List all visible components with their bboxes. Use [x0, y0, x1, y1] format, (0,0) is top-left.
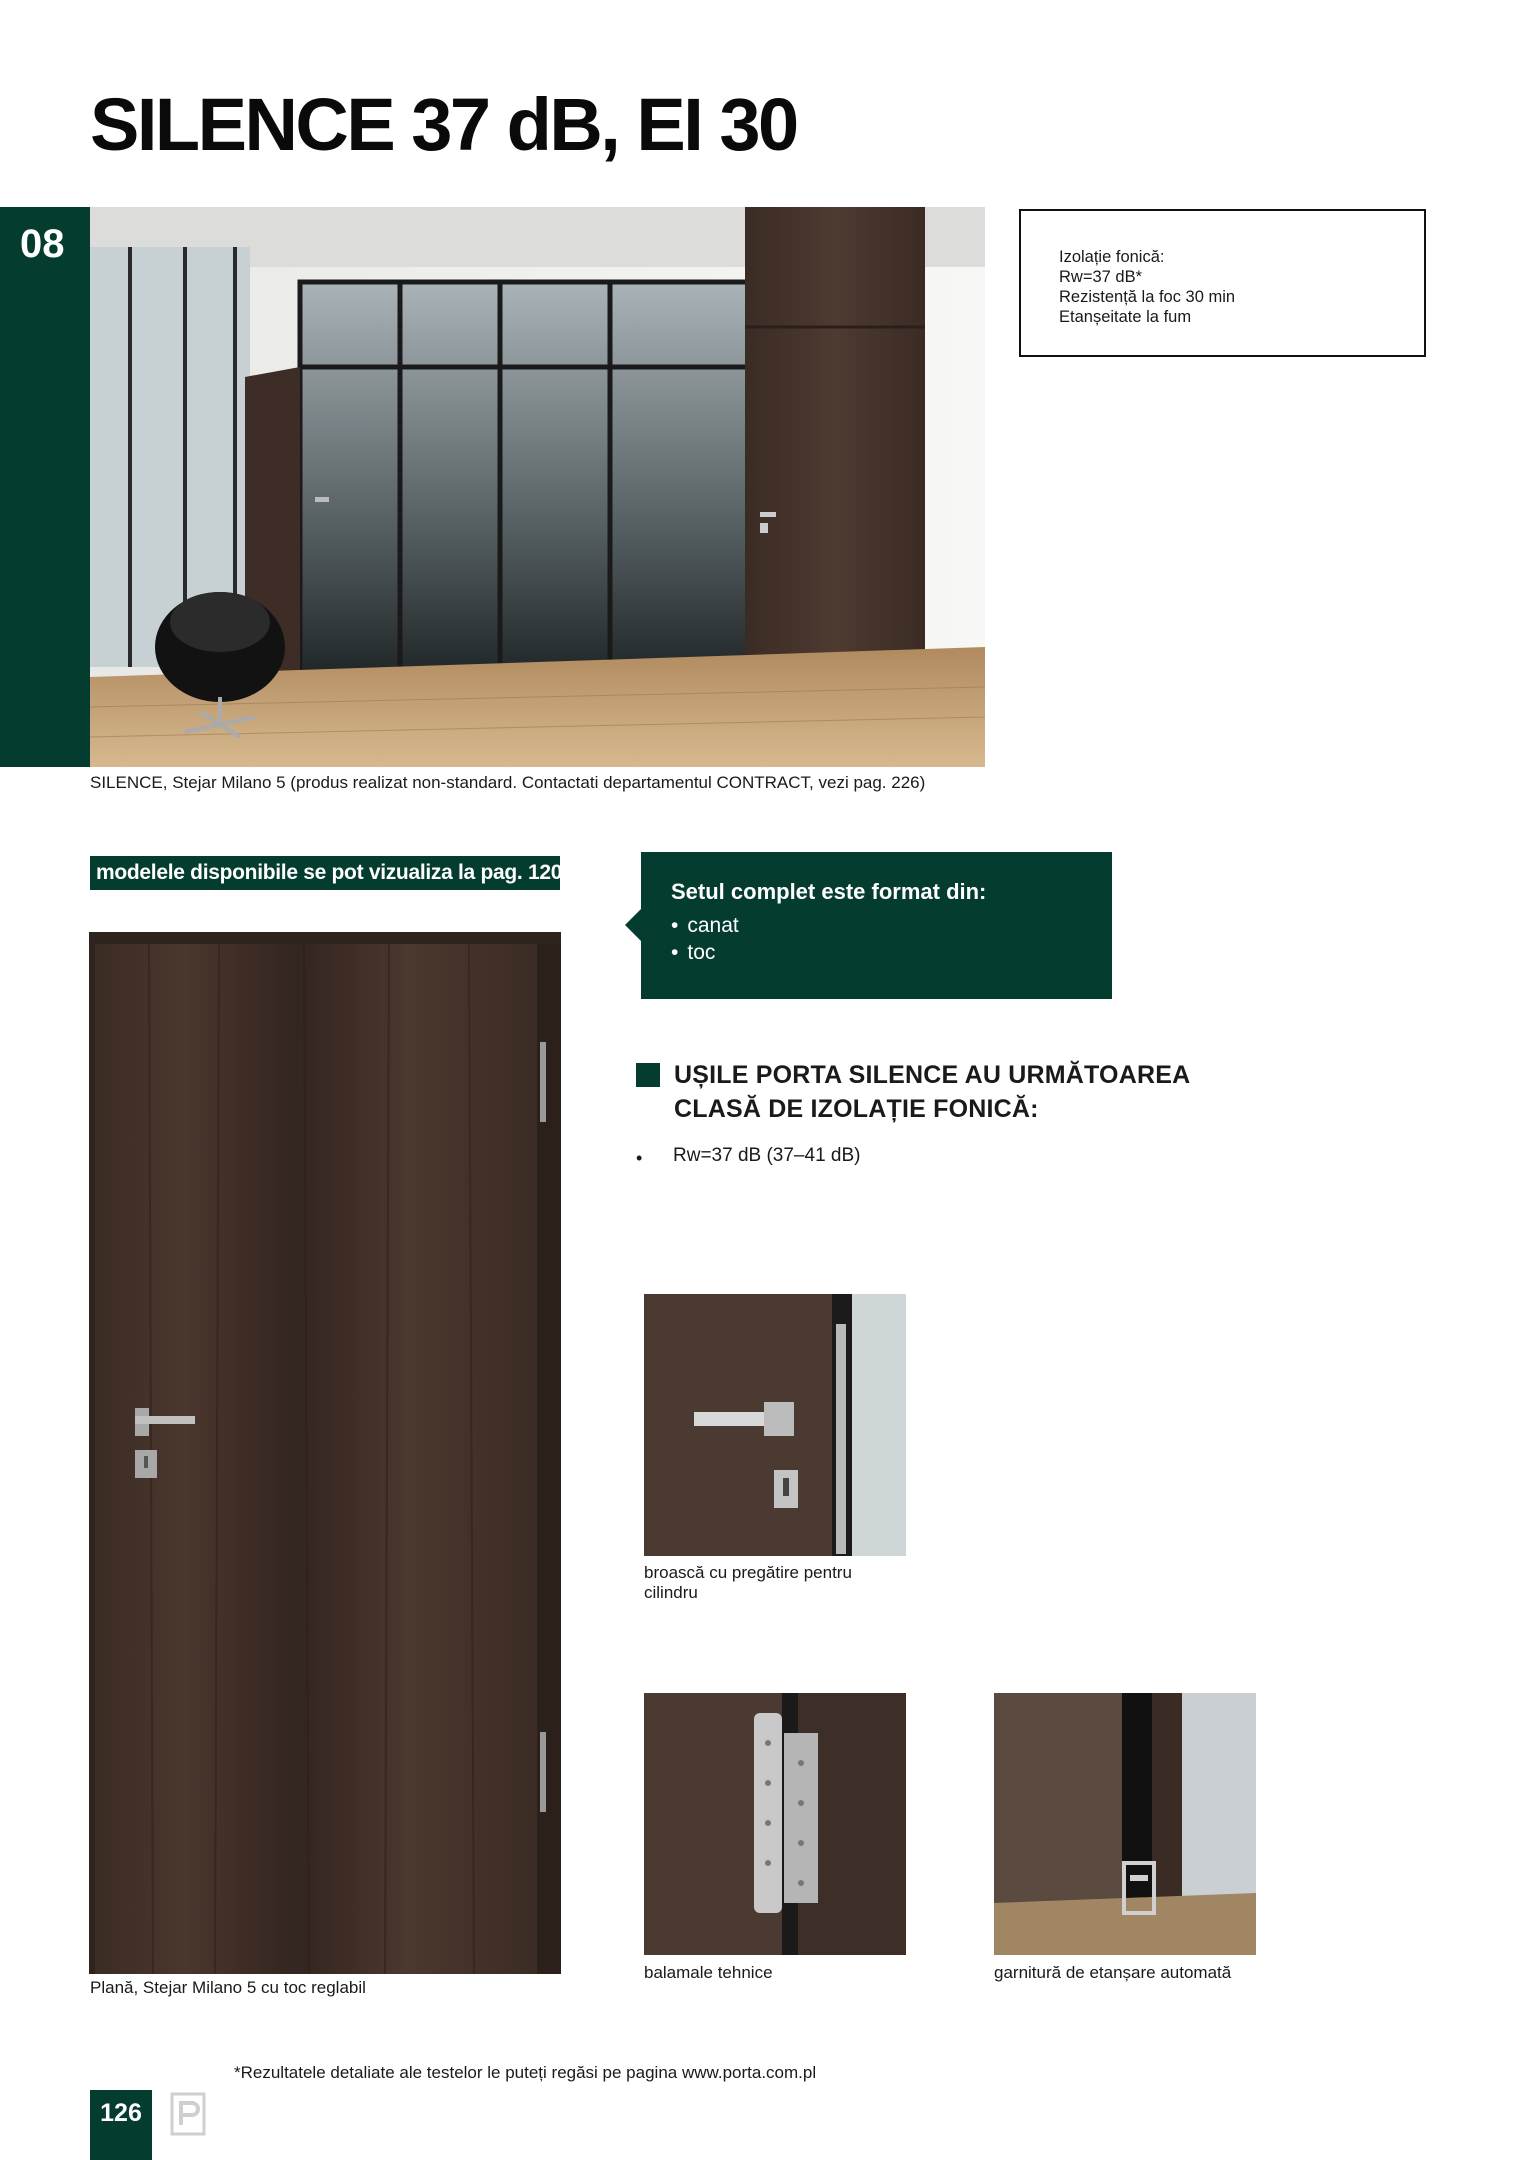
spec-line: Rw=37 dB* [1059, 268, 1143, 286]
porta-logo-icon [170, 2092, 206, 2136]
thumbnail-caption: garnitură de etanșare automată [994, 1963, 1232, 1982]
chapter-number: 08 [20, 222, 65, 266]
set-title: Setul complet este format din: [671, 879, 987, 904]
models-banner: modelele disponibile se pot vizualiza la pag. 120 [90, 856, 560, 890]
spec-line: Izolație fonică: [1059, 248, 1165, 266]
heading-marker-square [636, 1063, 660, 1087]
bullet-icon: • [636, 1148, 643, 1168]
spec-line: Etanșeitate la fum [1059, 308, 1192, 326]
sound-class-heading: UȘILE PORTA SILENCE AU URMĂTOAREA CLASĂ DE IZOLAȚIE FONICĂ: [674, 1061, 1190, 1123]
thumbnail-caption: balamale tehnice [644, 1963, 773, 1982]
door-product-photo [89, 932, 561, 1974]
set-item: • toc [671, 939, 1112, 966]
hinge-detail-photo [644, 1693, 906, 1955]
door-caption: Plană, Stejar Milano 5 cu toc reglabil [90, 1978, 366, 1997]
seal-detail-photo [994, 1693, 1256, 1955]
set-contents-box [641, 852, 1112, 999]
hero-caption: SILENCE, Stejar Milano 5 (produs realizat non-standard. Contactati departamentul CONTRACT, vezi pag. 226) [90, 773, 926, 792]
page-title: SILENCE 37 dB, EI 30 [90, 83, 797, 166]
spec-line: Rezistență la foc 30 min [1059, 288, 1236, 306]
lock-detail-photo [644, 1294, 906, 1556]
chapter-bar [0, 207, 90, 767]
sound-class-value: Rw=37 dB (37–41 dB) [673, 1145, 861, 1166]
specs-box [1019, 209, 1426, 357]
set-item: • canat [671, 912, 1112, 939]
hero-interior-photo [90, 207, 985, 767]
footnote: *Rezultatele detaliate ale testelor le puteți regăsi pe pagina www.porta.com.pl [234, 2063, 817, 2082]
page-number: 126 [100, 2099, 142, 2127]
thumbnail-caption: broască cu pregătire pentru cilindru [644, 1563, 852, 1602]
